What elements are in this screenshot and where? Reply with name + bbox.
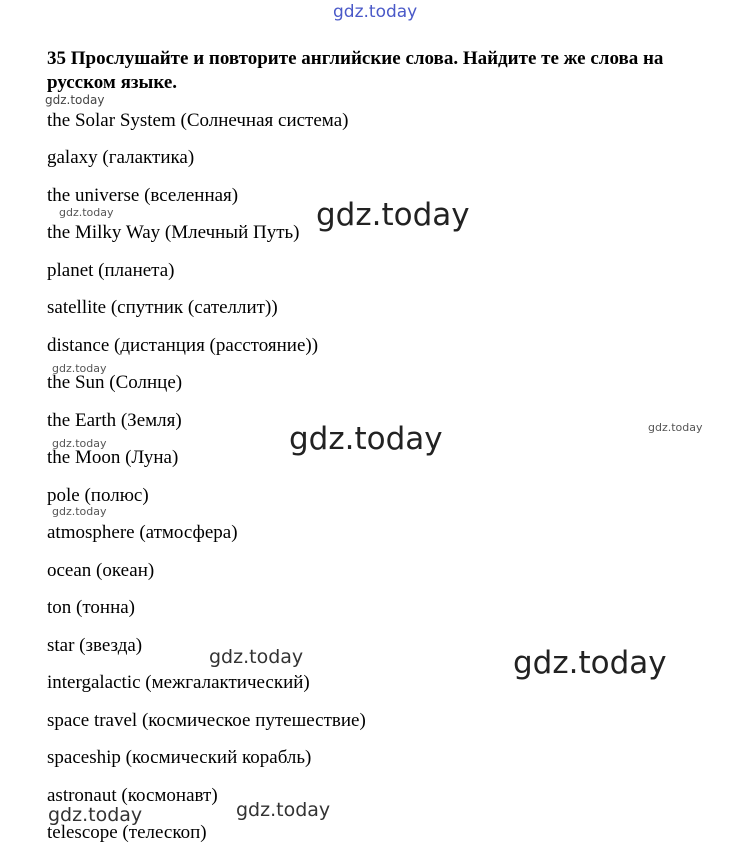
watermark: gdz.today <box>52 362 107 375</box>
word-item: telescope (телескоп) <box>47 822 207 843</box>
watermark: gdz.today <box>289 421 443 457</box>
word-item: star (звезда) <box>47 635 143 656</box>
exercise-heading: 35 Прослушайте и повторите английские слова. Найдите те же слова на русском языке. <box>47 48 664 93</box>
watermark: gdz.today <box>648 421 703 434</box>
word-item: the Solar System (Солнечная система) <box>47 110 349 131</box>
watermark: gdz.today <box>48 804 143 826</box>
word-item: astronaut (космонавт) <box>47 785 218 806</box>
word-item: pole (полюс) <box>47 485 149 506</box>
word-item: distance (дистанция (расстояние)) <box>47 335 319 356</box>
watermark: gdz.today <box>52 505 107 518</box>
watermark: gdz.today <box>513 645 667 681</box>
word-item: satellite (спутник (сателлит)) <box>47 297 278 318</box>
word-item: atmosphere (атмосфера) <box>47 522 238 543</box>
watermark: gdz.today <box>209 646 304 668</box>
word-item: space travel (космическое путешествие) <box>47 710 366 731</box>
word-item: the Sun (Солнце) <box>47 372 183 393</box>
word-item: the Milky Way (Млечный Путь) <box>47 222 300 243</box>
word-item: ocean (океан) <box>47 560 155 581</box>
word-item: galaxy (галактика) <box>47 147 195 168</box>
watermark-header: gdz.today <box>333 2 418 22</box>
word-item: planet (планета) <box>47 260 175 281</box>
word-item: the Earth (Земля) <box>47 410 182 431</box>
word-item: the universe (вселенная) <box>47 185 239 206</box>
watermark: gdz.today <box>59 206 114 219</box>
watermark: gdz.today <box>52 437 107 450</box>
word-item: the Moon (Луна) <box>47 447 179 468</box>
word-item: intergalactic (межгалактический) <box>47 672 310 693</box>
word-item: spaceship (космический корабль) <box>47 747 312 768</box>
watermark: gdz.today <box>45 93 105 107</box>
word-item: ton (тонна) <box>47 597 136 618</box>
watermark: gdz.today <box>316 197 470 233</box>
watermark: gdz.today <box>236 799 331 821</box>
